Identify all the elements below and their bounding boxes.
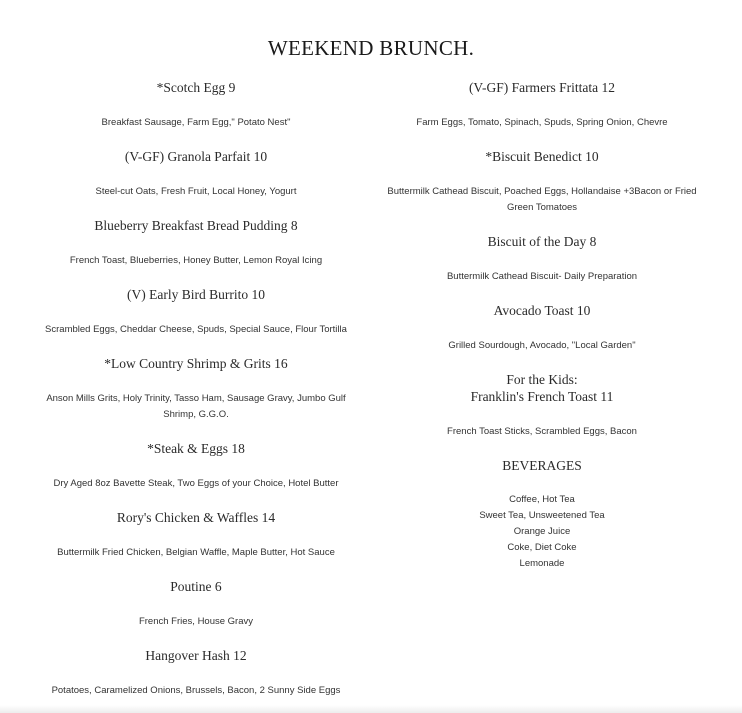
menu-item-name: Biscuit of the Day 8: [487, 234, 597, 249]
menu-item-description: Dry Aged 8oz Bavette Steak, Two Eggs of your Choice, Hotel Butter: [53, 478, 339, 489]
beverage-line: Coke, Diet Coke: [507, 542, 577, 553]
menu-item-description: Buttermilk Cathead Biscuit- Daily Preparation: [446, 271, 638, 282]
menu-item-name: Hangover Hash 12: [145, 648, 247, 663]
menu-item-name: *Low Country Shrimp & Grits 16: [104, 356, 288, 371]
menu-item-description: Anson Mills Grits, Holy Trinity, Tasso Ham, Sausage Gravy, Jumbo Gulf Shrimp, G.G.O.: [46, 393, 346, 420]
menu-item-name: Blueberry Breakfast Bread Pudding 8: [94, 218, 298, 233]
menu-item-description: French Fries, House Gravy: [138, 616, 254, 627]
menu-item-description: French Toast Sticks, Scrambled Eggs, Bacon: [447, 426, 637, 437]
kids-heading: For the Kids:: [506, 372, 578, 387]
menu-item-name: (V-GF) Granola Parfait 10: [124, 149, 268, 164]
menu-item-name: *Steak & Eggs 18: [147, 441, 245, 456]
menu-title: WEEKEND BRUNCH.: [267, 36, 475, 60]
beverage-line: Lemonade: [519, 558, 565, 569]
menu-item-name: Avocado Toast 10: [493, 303, 591, 318]
menu-item-name: Poutine 6: [170, 579, 222, 594]
menu-item-name: *Biscuit Benedict 10: [485, 149, 599, 164]
menu-item-description: Buttermilk Cathead Biscuit, Poached Eggs, Hollandaise +3Bacon or Fried Green Tomatoes: [387, 186, 697, 213]
bottom-edge-shadow: [0, 705, 742, 713]
menu-item-name: (V-GF) Farmers Frittata 12: [468, 80, 616, 95]
beverages-heading: BEVERAGES: [502, 458, 582, 473]
menu-item-name: (V) Early Bird Burrito 10: [127, 287, 265, 302]
menu-item-description: Farm Eggs, Tomato, Spinach, Spuds, Spring Onion, Chevre: [416, 117, 668, 128]
menu-item-description: French Toast, Blueberries, Honey Butter, Lemon Royal Icing: [69, 255, 323, 266]
menu-item-description: Grilled Sourdough, Avocado, "Local Garden": [448, 340, 636, 351]
menu-item-description: Scrambled Eggs, Cheddar Cheese, Spuds, Special Sauce, Flour Tortilla: [45, 324, 347, 335]
menu-item-description: Breakfast Sausage, Farm Egg," Potato Nest": [101, 117, 291, 128]
menu-item-name: Rory's Chicken & Waffles 14: [116, 510, 276, 525]
beverage-line: Orange Juice: [513, 526, 571, 537]
menu-item-name: *Scotch Egg 9: [156, 80, 236, 95]
menu-item-description: Buttermilk Fried Chicken, Belgian Waffle, Maple Butter, Hot Sauce: [57, 547, 335, 558]
menu-item-description: Potatoes, Caramelized Onions, Brussels, Bacon, 2 Sunny Side Eggs: [51, 685, 341, 696]
beverage-line: Coffee, Hot Tea: [509, 494, 575, 505]
menu-item-description: Steel-cut Oats, Fresh Fruit, Local Honey, Yogurt: [95, 186, 297, 197]
menu-item-name: Franklin's French Toast 11: [470, 389, 614, 404]
beverage-line: Sweet Tea, Unsweetened Tea: [479, 510, 605, 521]
